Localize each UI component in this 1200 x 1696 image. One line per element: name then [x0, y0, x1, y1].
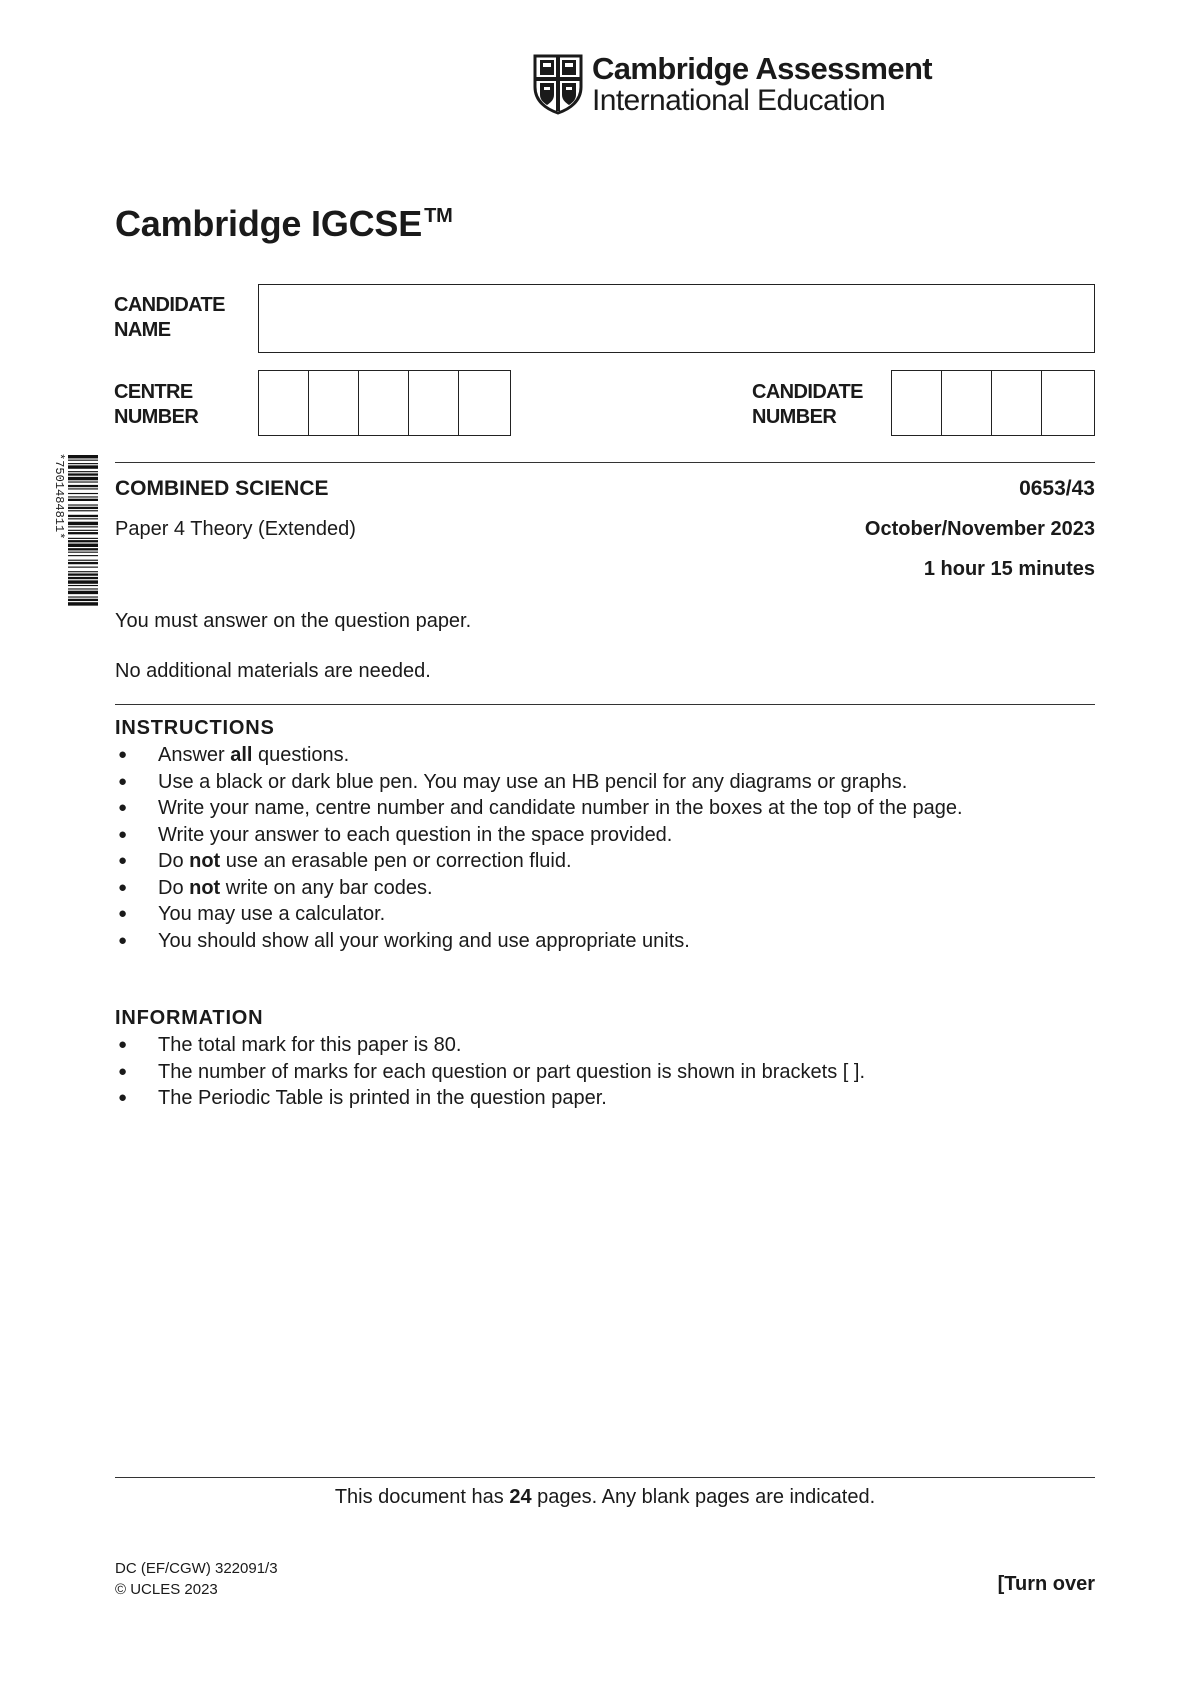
- barcode-bar: [68, 567, 98, 568]
- barcode-bar: [68, 588, 98, 589]
- barcode-bar: [68, 532, 98, 534]
- barcode-digits: *7501484811*: [52, 453, 66, 540]
- turn-over-label: [Turn over: [997, 1573, 1095, 1595]
- instruction-item: [115, 901, 963, 928]
- bullet-emphasis: all: [230, 744, 253, 766]
- bullet-icon: ●: [118, 931, 128, 949]
- instruction-item: [115, 795, 963, 822]
- barcode-bar: [68, 580, 98, 583]
- bullet-text: The total mark for this paper is 80.: [158, 1034, 462, 1056]
- barcode-bar: [68, 496, 98, 497]
- subject-title: COMBINED SCIENCE: [115, 477, 329, 500]
- barcode-bar: [68, 499, 98, 501]
- centre-number-box[interactable]: [409, 371, 459, 435]
- centre-number-box[interactable]: [309, 371, 359, 435]
- bullet-text: Use a black or dark blue pen. You may use an HB pencil for any diagrams or graphs.: [158, 770, 908, 793]
- instructions-list: [115, 742, 963, 954]
- bullet-emphasis: not: [189, 876, 221, 899]
- barcode-bar: [68, 460, 98, 461]
- instruction-item: [115, 875, 963, 902]
- barcode-bar: [68, 463, 98, 464]
- candidate-name-label-line1: CANDIDATE: [114, 294, 225, 316]
- bullet-text: Write your answer to each question in the space provided.: [158, 823, 673, 846]
- bullet-icon: ●: [118, 852, 128, 869]
- information-list: [115, 1032, 865, 1112]
- materials-note: No additional materials are needed.: [115, 660, 431, 682]
- footer-reference: [115, 1558, 278, 1600]
- page-count-note: [115, 1486, 1095, 1509]
- bullet-icon: ●: [118, 1089, 128, 1106]
- barcode-bar: [68, 585, 98, 586]
- barcode-bar: [68, 488, 98, 489]
- copyright-notice: © UCLES 2023: [115, 1581, 218, 1598]
- divider-top: [115, 462, 1095, 463]
- barcode-bar: [68, 510, 98, 511]
- instruction-item: [115, 928, 963, 955]
- candidate-name-label: [114, 293, 225, 343]
- barcode: [54, 453, 98, 685]
- bullet-icon: ●: [118, 905, 128, 922]
- exam-duration: 1 hour 15 minutes: [923, 558, 1095, 580]
- barcode-bar: [68, 477, 98, 480]
- page-count: 24: [509, 1486, 532, 1508]
- answer-note: You must answer on the question paper.: [115, 610, 472, 632]
- barcode-bar: [68, 518, 98, 519]
- barcode-bar: [68, 538, 98, 539]
- barcode-bar: [68, 471, 98, 472]
- bullet-text: You may use a calculator.: [158, 903, 386, 925]
- bullet-text: write on any bar codes.: [220, 876, 433, 899]
- barcode-bar: [68, 493, 98, 494]
- centre-number-label-line1: CENTRE: [114, 381, 193, 403]
- cambridge-logo: [532, 52, 932, 116]
- barcode-bar: [68, 552, 98, 553]
- divider-middle: [115, 704, 1095, 705]
- bullet-text: Write your name, centre number and candidate number in the boxes at the top of the page.: [158, 797, 963, 819]
- barcode-bar: [68, 596, 98, 597]
- information-item: [115, 1059, 865, 1086]
- barcode-bar: [68, 573, 98, 575]
- bullet-icon: ●: [118, 878, 128, 896]
- information-heading: INFORMATION: [115, 1007, 264, 1029]
- barcode-bars: [68, 455, 98, 606]
- centre-number-box[interactable]: [459, 371, 509, 435]
- instructions-heading: INSTRUCTIONS: [115, 717, 275, 739]
- page-count-pre: This document has: [334, 1486, 510, 1508]
- barcode-bar: [68, 555, 98, 556]
- title-text: Cambridge IGCSE: [115, 203, 423, 244]
- barcode-bar: [68, 544, 98, 547]
- bullet-icon: ●: [118, 1062, 128, 1080]
- barcode-bar: [68, 540, 98, 542]
- divider-bottom: [115, 1477, 1095, 1478]
- barcode-bar: [68, 455, 98, 458]
- syllabus-code: 0653/43: [1019, 477, 1095, 500]
- barcode-bar: [68, 507, 98, 509]
- instruction-item: [115, 742, 963, 769]
- instruction-item: [115, 848, 963, 875]
- page-title: [115, 203, 453, 245]
- barcode-bar: [68, 530, 98, 531]
- candidate-number-box[interactable]: [942, 371, 992, 435]
- bullet-icon: ●: [118, 825, 128, 843]
- page-count-post: pages. Any blank pages are indicated.: [531, 1486, 876, 1508]
- bullet-text: questions.: [252, 744, 350, 766]
- bullet-icon: ●: [118, 1036, 128, 1053]
- bullet-text: You should show all your working and use appropriate units.: [158, 929, 690, 952]
- candidate-name-label-line2: NAME: [114, 319, 171, 341]
- centre-number-field[interactable]: [258, 370, 511, 436]
- bullet-icon: ●: [118, 772, 128, 790]
- trademark-mark: TM: [424, 205, 453, 227]
- barcode-bar: [68, 465, 98, 468]
- candidate-number-label: [752, 380, 863, 430]
- barcode-bar: [68, 548, 98, 550]
- barcode-bar: [68, 485, 98, 487]
- exam-session: October/November 2023: [864, 518, 1095, 540]
- barcode-bar: [68, 526, 98, 527]
- barcode-bar: [68, 577, 98, 579]
- centre-number-label-line2: NUMBER: [114, 406, 199, 428]
- paper-name: Paper 4 Theory (Extended): [115, 518, 356, 540]
- bullet-text: Do: [158, 850, 190, 872]
- information-item: [115, 1085, 865, 1112]
- candidate-number-box[interactable]: [1042, 371, 1092, 435]
- barcode-bar: [68, 515, 98, 517]
- instruction-item: [115, 822, 963, 849]
- candidate-number-box[interactable]: [892, 371, 942, 435]
- bullet-text: The number of marks for each question or part question is shown in brackets [ ].: [158, 1060, 866, 1083]
- barcode-bar: [68, 522, 98, 525]
- bullet-text: use an erasable pen or correction fluid.: [220, 850, 572, 872]
- barcode-bar: [68, 560, 98, 561]
- bullet-icon: ●: [118, 746, 128, 763]
- instruction-item: [115, 769, 963, 796]
- candidate-number-field[interactable]: [891, 370, 1095, 436]
- centre-number-label: [114, 380, 198, 430]
- barcode-bar: [68, 599, 98, 601]
- barcode-bar: [68, 591, 98, 594]
- bullet-icon: ●: [118, 799, 128, 816]
- cambridge-crest-icon: [532, 53, 584, 115]
- candidate-number-label-line1: CANDIDATE: [752, 381, 863, 403]
- candidate-number-box[interactable]: [992, 371, 1042, 435]
- barcode-bar: [68, 504, 98, 505]
- barcode-bar: [68, 473, 98, 475]
- bullet-text: The Periodic Table is printed in the question paper.: [158, 1087, 607, 1109]
- barcode-bar: [68, 562, 98, 564]
- candidate-name-field[interactable]: [258, 284, 1095, 353]
- centre-number-box[interactable]: [259, 371, 309, 435]
- bullet-text: Answer: [158, 744, 231, 766]
- document-reference: DC (EF/CGW) 322091/3: [115, 1560, 278, 1577]
- logo-line-2: International Education: [592, 83, 886, 117]
- barcode-bar: [68, 481, 98, 482]
- barcode-bar: [68, 602, 98, 605]
- centre-number-box[interactable]: [359, 371, 409, 435]
- bullet-text: Do: [158, 876, 190, 899]
- information-item: [115, 1032, 865, 1059]
- logo-line-1: Cambridge Assessment: [592, 50, 933, 86]
- bullet-emphasis: not: [189, 850, 221, 872]
- barcode-bar: [68, 571, 98, 572]
- candidate-number-label-line2: NUMBER: [752, 406, 837, 428]
